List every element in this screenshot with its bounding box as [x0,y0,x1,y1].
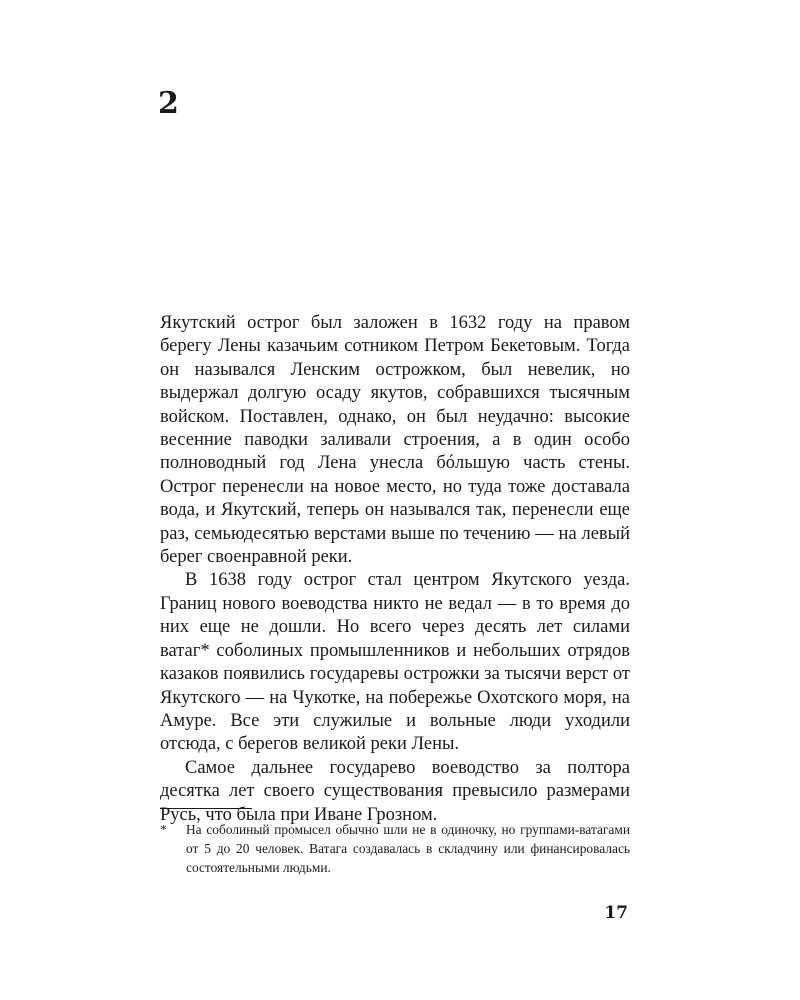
paragraph-3: Самое дальнее государево воеводство за полтора десятка лет своего существования превысило размерами Русь, что была при Иване Грозном. [160,757,630,825]
footnote [160,820,630,877]
paragraph-2: В 1638 году острог стал центром Якутского уезда. Границ нового воеводства никто не ведал — в то время до них еще не дошли. Но всего через десять лет силами ватаг* соболиных промышленников и небольших отрядов казаков появились государевы острожки за тысячи верст от Якутского — на Чукотке, на побережье Охотского моря, на Амуре. Все эти служилые и вольные люди уходили отсюда, с берегов великой реки Лены. [160,570,630,755]
footnote-divider [160,808,252,809]
paragraph-1: Якутский острог был заложен в 1632 году на правом берегу Лены казачьим сотником Петром Бекетовым. Тогда он назывался Ленским острожком, был невелик, но выдержал долгую осаду якутов, собравшихся тысячным войском. Поставлен, однако, он был неудачно: высокие весенние паводки заливали строения, а в один особо полноводный год Лена унесла бóльшую часть стены. Острог перенесли на новое место, но туда тоже доставала вода, и Якутский, теперь он назывался так, перенесли еще раз, семьюдесятью верстами выше по течению — на левый берег своенравной реки. [160,313,630,568]
footnote-text: На соболиный промысел обычно шли не в одиночку, но группами-ватагами от 5 до 20 человек. Ватага создавалась в складчину или финансировалась состоятельными людьми. [186,822,630,875]
body-text [160,312,630,827]
page-number: 17 [604,903,628,923]
footnote-marker: * [160,822,167,837]
chapter-number: 2 [158,86,179,121]
